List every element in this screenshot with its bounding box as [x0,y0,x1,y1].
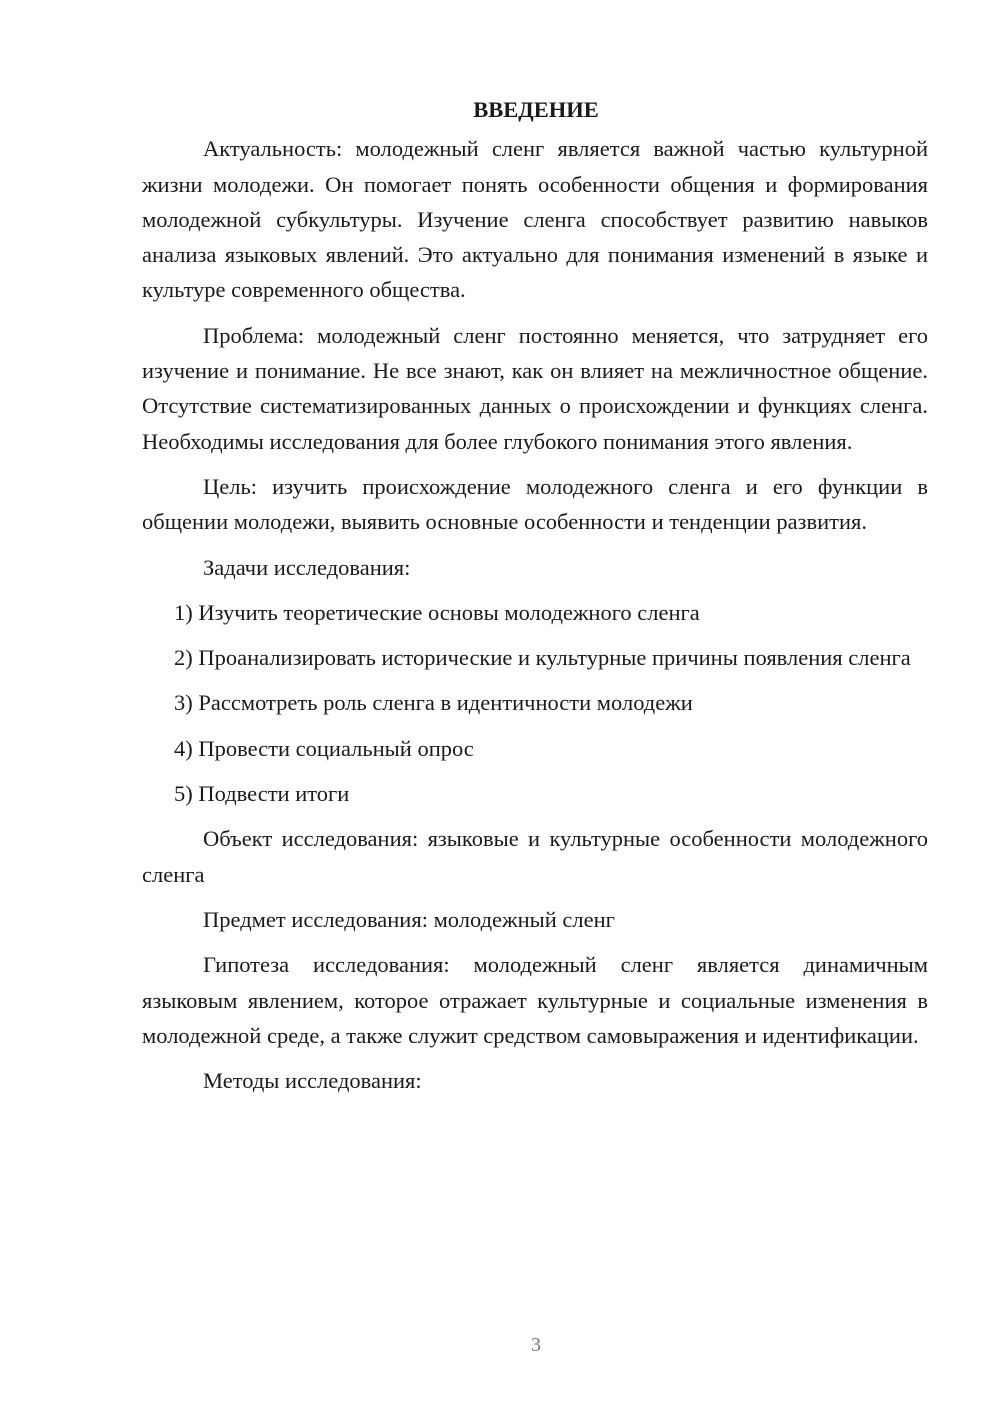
task-item-5: 5) Подвести итоги [174,781,350,807]
problem-paragraph: Проблема: молодежный сленг постоянно меняется, что затрудняет его изучение и понимание. Не все знают, как он влияет на межличностное общение. Отсутствие систематизированных данных о происхождении и функциях сленга. Необходимы исследования для более глубокого понимания этого явления. [142,322,928,454]
task-item-1: 1) Изучить теоретические основы молодежного сленга [174,599,700,625]
tasks-heading: Задачи исследования: [203,554,411,580]
goal-paragraph: Цель: изучить происхождение молодежного сленга и его функции в общении молодежи, выявить основные особенности и тенденции развития. [142,473,928,535]
subject-paragraph: Предмет исследования: молодежный сленг [203,906,615,932]
task-item-2: 2) Проанализировать исторические и культурные причины появления сленга [174,645,911,671]
document-page [142,92,928,1108]
object-paragraph: Объект исследования: языковые и культурные особенности молодежного сленга [142,826,928,887]
relevance-paragraph: Актуальность: молодежный сленг является важной частью культурной жизни молодежи. Он помогает понять особенности общения и формирования молодежной субкультуры. Изучение сленга способствует развитию навыков анализа языковых явлений. Это актуально для понимания изменений в языке и культуре современного общества. [142,136,928,303]
methods-heading: Методы исследования: [203,1068,422,1094]
tasks-list [142,595,928,811]
page-number: 3 [531,1334,541,1356]
section-title: ВВЕДЕНИЕ [473,97,599,122]
task-item-3: 3) Рассмотреть роль сленга в идентичности молодежи [174,690,693,716]
task-item-4: 4) Провести социальный опрос [174,735,474,761]
hypothesis-paragraph: Гипотеза исследования: молодежный сленг является динамичным языковым явлением, которое отражает культурные и социальные изменения в молодежной среде, а также служит средством самовыражения и идентификации. [142,952,928,1048]
